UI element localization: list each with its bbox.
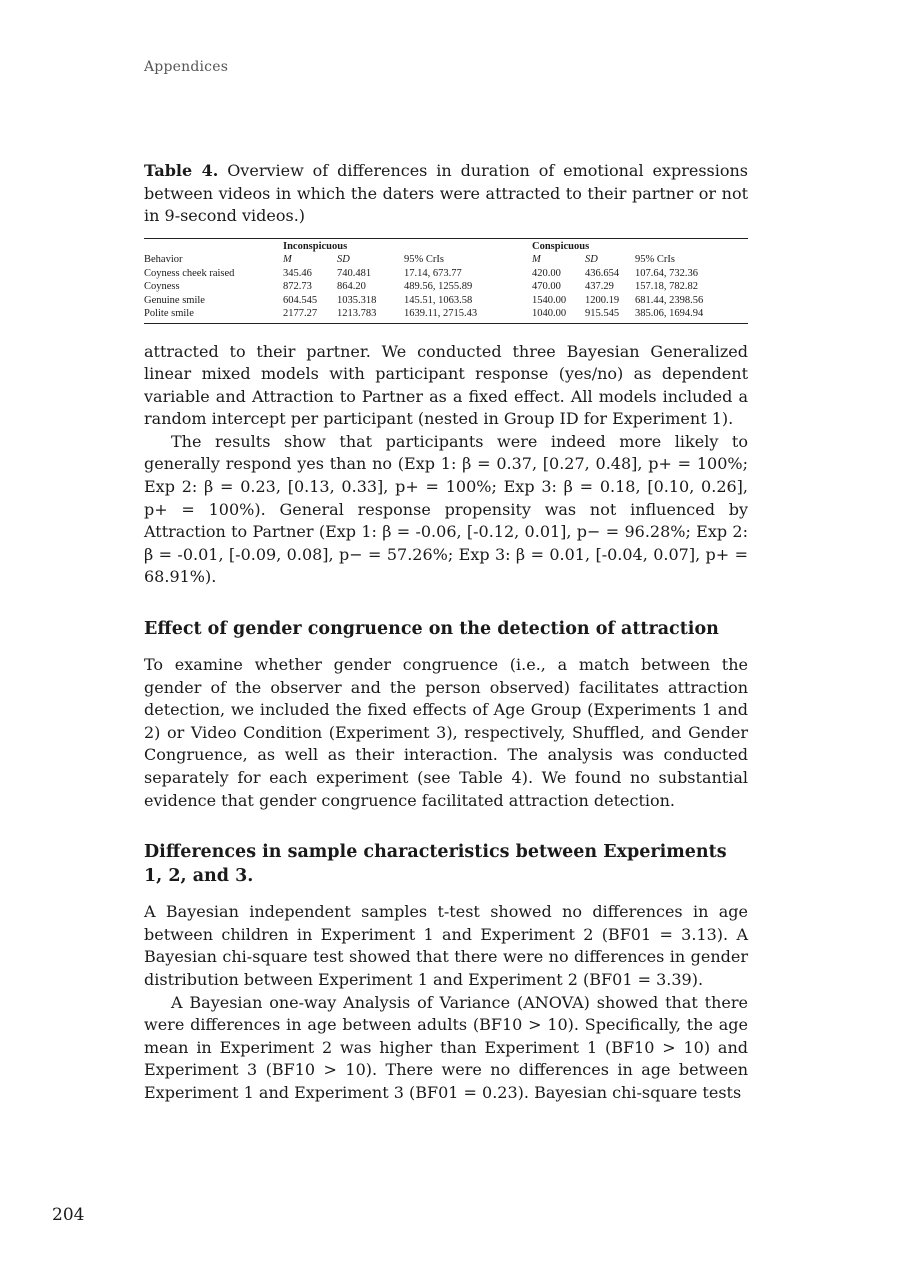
table-cell: 1540.00 [532, 294, 567, 306]
body-section-sample [144, 901, 748, 1104]
table-cell: 1213.783 [337, 308, 377, 319]
section-heading: Differences in sample characteristics between Experiments 1, 2, and 3. [144, 842, 727, 887]
table-cell: 157.18, 782.82 [635, 281, 698, 292]
table-row [144, 307, 748, 323]
table-group-header-row [144, 238, 748, 253]
table-cell: 915.545 [585, 308, 620, 319]
paragraph: The results show that participants were indeed more likely to generally respond yes than no (Exp 1: β = 0.37, [0.27, 0.48], p+ = 100%; Exp 2: β = 0.23, [0.13, 0.33], p+ = 100%; Exp 3: β = 0.18, [0.10, 0.26], p+ = 100%). General response propensity was not influenced by Attraction to Partner (Exp 1: β = -0.06, [-0.12, 0.01], p− = 96.28%; Exp 2: β = -0.01, [-0.09, 0.08], p− = 57.26%; Exp 3: β = 0.01, [-0.04, 0.07], p+ = 68.91%). [144, 431, 748, 587]
column-header: M [283, 254, 292, 265]
page-content [144, 160, 748, 1105]
table-cell: 17.14, 673.77 [404, 267, 462, 279]
group-header-conspicuous: Conspicuous [532, 240, 590, 252]
column-header: 95% CrIs [635, 254, 675, 265]
table-cell: 470.00 [532, 281, 561, 292]
table-cell: 420.00 [532, 267, 561, 279]
table-cell: Genuine smile [144, 294, 205, 306]
table-cell: 489.56, 1255.89 [404, 281, 473, 292]
table-cell: 107.64, 732.36 [635, 267, 698, 279]
table-row [144, 294, 748, 308]
table-cell: 1035.318 [337, 294, 377, 306]
column-header: Behavior [144, 254, 183, 265]
table-row [144, 280, 748, 294]
table-cell: 145.51, 1063.58 [404, 294, 473, 306]
column-header: M [532, 254, 541, 265]
table-cell: Polite smile [144, 308, 194, 319]
table-cell: 872.73 [283, 281, 312, 292]
table-column-header-row [144, 253, 748, 267]
paragraph: A Bayesian independent samples t-test showed no differences in age between children in Experiment 1 and Experiment 2 (BF01 = 3.13). A Bayesian chi-square test showed that there were no differences in gender distribution between Experiment 1 and Experiment 2 (BF01 = 3.39). [144, 902, 748, 989]
table-cell: 604.545 [283, 294, 318, 306]
table-cell: 345.46 [283, 267, 312, 279]
table-cell: 437.29 [585, 281, 614, 292]
paragraph: attracted to their partner. We conducted three Bayesian Generalized linear mixed models with participant response (yes/no) as dependent variable and Attraction to Partner as a fixed effect. All models included a random intercept per participant (nested in Group ID for Experiment 1). [144, 341, 748, 429]
data-table [144, 238, 748, 324]
body-section-results [144, 341, 748, 590]
section-heading: Effect of gender congruence on the detection of attraction [144, 619, 719, 640]
table-cell: 2177.27 [283, 308, 318, 319]
group-header-inconspicuous: Inconspicuous [283, 240, 348, 252]
table-cell: 436.654 [585, 267, 620, 279]
table-caption [144, 160, 748, 228]
table-cell: 385.06, 1694.94 [635, 308, 704, 319]
table-cell: Coyness [144, 281, 180, 292]
running-head: Appendices [144, 59, 229, 75]
body-section-gender [144, 654, 748, 812]
table-cell: 1639.11, 2715.43 [404, 308, 478, 319]
column-header: SD [337, 254, 350, 265]
table-row [144, 267, 748, 281]
paragraph: A Bayesian one-way Analysis of Variance (ANOVA) showed that there were differences in age between adults (BF10 > 10). Specifically, the age mean in Experiment 2 was higher than Experiment 1 (BF10 > 10) and Experiment 3 (BF10 > 10). There were no differences in age between Experiment 1 and Experiment 3 (BF01 = 0.23). Bayesian chi-square tests [144, 992, 748, 1102]
table-cell: Coyness cheek raised [144, 267, 235, 279]
column-header: 95% CrIs [404, 254, 444, 265]
table-cell: 864.20 [337, 281, 366, 292]
paragraph: To examine whether gender congruence (i.e., a match between the gender of the observer and the person observed) facilitates attraction detection, we included the fixed effects of Age Group (Experiments 1 and 2) or Video Condition (Experiment 3), respectively, Shuffled, and Gender Congruence, as well as their interaction. The analysis was conducted separately for each experiment (see Table 4). We found no substantial evidence that gender congruence facilitated attraction detection. [144, 655, 748, 810]
page-number: 204 [52, 1205, 85, 1225]
table-cell: 1200.19 [585, 294, 620, 306]
table-label: Table 4. [144, 161, 219, 180]
table-cell: 681.44, 2398.56 [635, 294, 704, 306]
table-caption-text: Overview of differences in duration of emotional expressions between videos in which the daters were attracted to their partner or not in 9-second videos.) [144, 161, 749, 225]
table-cell: 740.481 [337, 267, 372, 279]
column-header: SD [585, 254, 598, 265]
table-cell: 1040.00 [532, 308, 567, 319]
